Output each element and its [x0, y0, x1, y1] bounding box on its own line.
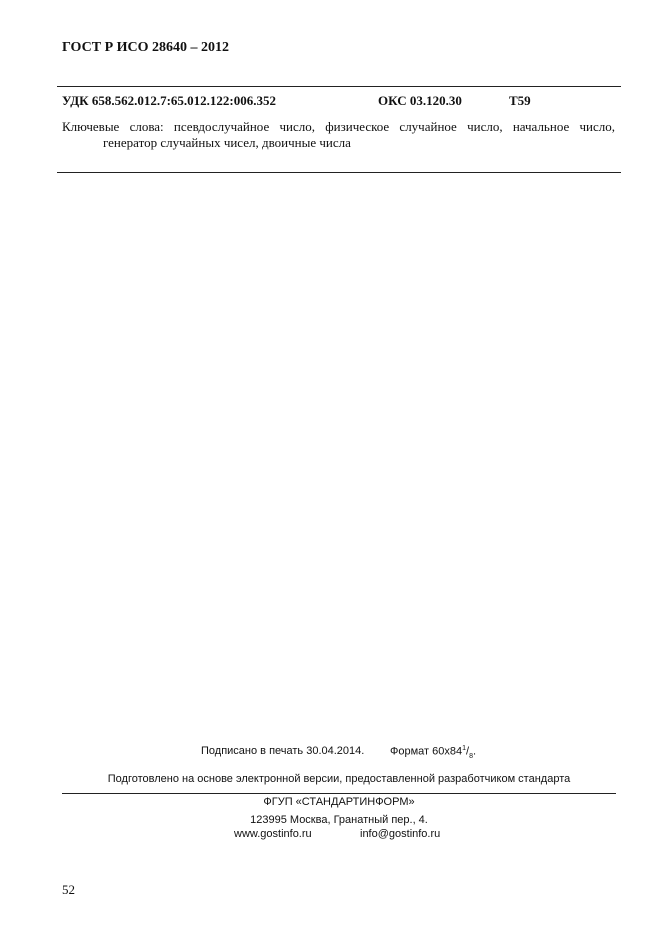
- website-link[interactable]: www.gostinfo.ru: [234, 828, 312, 840]
- format-numerator: 1: [462, 745, 467, 752]
- publisher-name: ФГУП «СТАНДАРТИНФОРМ»: [263, 796, 415, 808]
- paper-format: Формат $60x84^1/_8$.: [390, 745, 477, 760]
- format-denominator: 8: [469, 752, 473, 760]
- format-suffix: .: [472, 745, 477, 758]
- top-divider: [57, 86, 621, 87]
- keywords-line-2: генератор случайных чисел, двоичные числа: [103, 135, 351, 150]
- format-prefix: Формат 60x84: [390, 745, 463, 758]
- page-number: 52: [62, 882, 75, 897]
- oks-code: ОКС 03.120.30: [378, 93, 462, 108]
- email-link[interactable]: info@gostinfo.ru: [360, 828, 441, 840]
- prepared-note: Подготовлено на основе электронной версии, предоставленной разработчиком стандарта: [107, 773, 571, 785]
- t-code: Т59: [509, 93, 531, 108]
- keywords-divider: [57, 172, 621, 173]
- footer-divider: [62, 793, 616, 794]
- publisher-address: 123995 Москва, Гранатный пер., 4.: [250, 814, 428, 826]
- keywords-line-1: Ключевые слова: псевдослучайное число, физическое случайное число, начальное число,: [62, 119, 615, 134]
- signed-for-print: Подписано в печать 30.04.2014.: [201, 745, 365, 757]
- document-header: ГОСТ Р ИСО 28640 – 2012: [62, 40, 230, 55]
- udk-code: УДК 658.562.012.7:65.012.122:006.352: [62, 93, 277, 108]
- keywords-block: [62, 119, 615, 151]
